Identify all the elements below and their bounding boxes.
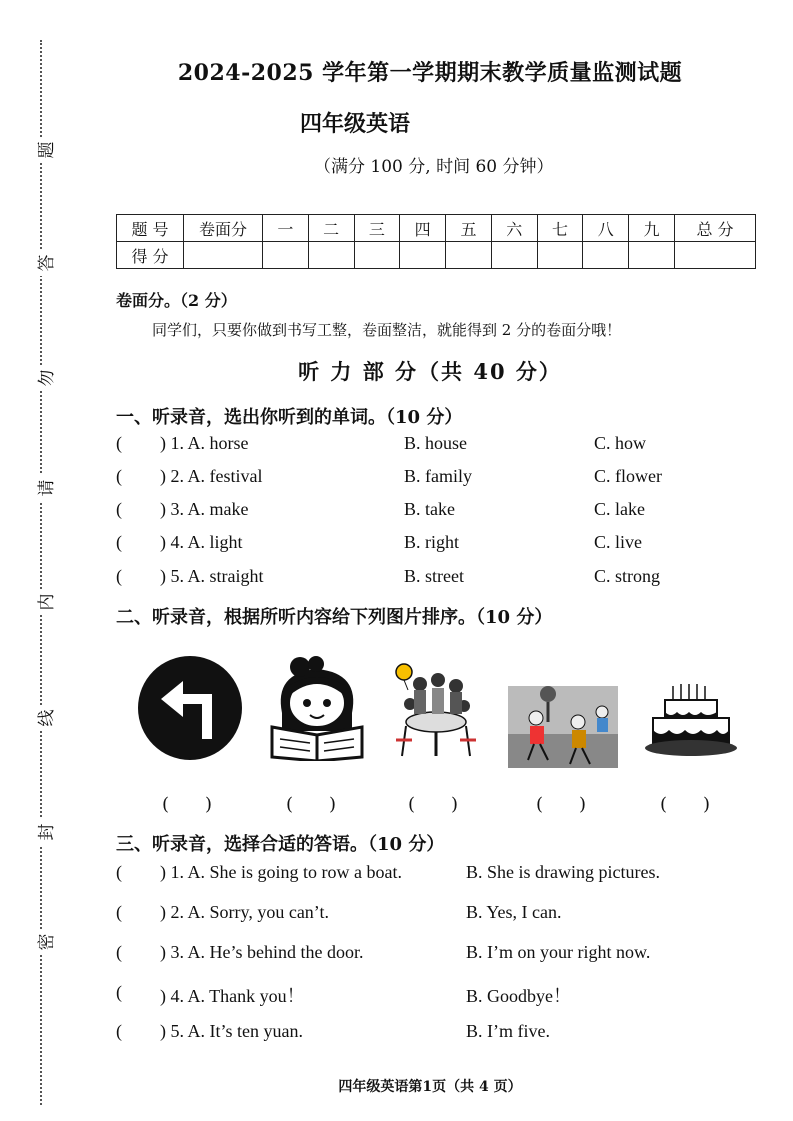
exam-note: （满分 100 分, 时间 60 分钟） [314, 157, 554, 177]
option-b: B. Yes, I can. [466, 902, 562, 922]
score-cell[interactable] [583, 242, 629, 269]
option-c: C. strong [594, 566, 661, 586]
option-a: ) 1. A. She is going to row a boat. [160, 862, 402, 882]
score-header-cell: 七 [537, 215, 583, 242]
score-cell[interactable] [400, 242, 446, 269]
score-row-label: 得 分 [117, 242, 184, 269]
score-cell[interactable] [354, 242, 400, 269]
option-a: ) 5. A. straight [160, 566, 264, 586]
order-answer-slot[interactable]: ( ) [286, 794, 337, 815]
neatness-tip: 同学们，只要你做到书写工整，卷面整洁，就能得到 2 分的卷面分哦！ [152, 321, 622, 339]
binding-char: 题 [37, 137, 57, 163]
order-answer-slot[interactable]: ( ) [660, 794, 711, 815]
score-cell[interactable] [184, 242, 263, 269]
family-dinner-icon [390, 660, 478, 764]
option-b: B. take [404, 499, 455, 519]
exam-title: 2024-2025 学年第一学期期末教学质量监测试题 [177, 60, 683, 86]
option-c: C. how [594, 433, 647, 453]
score-table-score-row [117, 242, 756, 269]
score-cell[interactable] [491, 242, 537, 269]
option-b: B. I’m on your right now. [466, 942, 651, 962]
option-b: B. Goodbye！ [466, 986, 571, 1006]
section1-question [116, 433, 776, 463]
option-a: ) 1. A. horse [160, 433, 249, 453]
score-header-cell: 九 [629, 215, 675, 242]
score-header-cell: 二 [308, 215, 354, 242]
option-b: B. She is drawing pictures. [466, 862, 660, 882]
section1-question [116, 532, 776, 562]
order-answer-slot[interactable]: ( ) [536, 794, 587, 815]
order-answer-slot[interactable]: ( ) [408, 794, 459, 815]
score-header-cell: 卷面分 [184, 215, 263, 242]
score-table [116, 214, 756, 269]
option-a: ) 4. A. Thank you！ [160, 986, 305, 1006]
order-answer-slot[interactable]: ( ) [162, 794, 213, 815]
section3-question [116, 982, 776, 1012]
section1-question [116, 566, 776, 596]
answer-bracket[interactable]: ( [116, 466, 122, 486]
answer-bracket[interactable]: ( [116, 566, 122, 586]
score-header-cell: 总 分 [675, 215, 756, 242]
option-a: ) 3. A. He’s behind the door. [160, 942, 364, 962]
birthday-cake-icon [645, 682, 737, 762]
score-header-cell: 四 [400, 215, 446, 242]
score-cell[interactable] [629, 242, 675, 269]
girl-reading-icon [268, 655, 366, 765]
listening-header: 听 力 部 分（共 40 分） [298, 359, 562, 384]
option-c: C. lake [594, 499, 645, 519]
score-header-cell: 六 [491, 215, 537, 242]
option-b: B. house [404, 433, 467, 453]
option-a: ) 2. A. Sorry, you can’t. [160, 902, 329, 922]
answer-bracket[interactable]: ( [116, 499, 122, 519]
score-header-cell: 一 [263, 215, 309, 242]
option-a: ) 4. A. light [160, 532, 243, 552]
option-b: B. right [404, 532, 460, 552]
neatness-label: 卷面分。（2 分） [116, 291, 237, 310]
binding-char: 封 [37, 819, 57, 845]
section3-question [116, 1021, 776, 1051]
score-header-cell: 题 号 [117, 215, 184, 242]
binding-char: 勿 [37, 365, 57, 391]
option-c: C. live [594, 532, 642, 552]
section1-question [116, 466, 776, 496]
answer-bracket[interactable]: ( [116, 862, 122, 882]
score-cell[interactable] [675, 242, 756, 269]
answer-bracket[interactable]: ( [116, 982, 122, 1002]
score-header-cell: 八 [583, 215, 629, 242]
section3-question [116, 902, 776, 932]
subject-title: 四年级英语 [300, 111, 411, 137]
turn-left-sign-icon [137, 655, 243, 765]
section1-heading: 一、听录音，选出你听到的单词。（10 分） [116, 407, 463, 428]
option-b: B. street [404, 566, 464, 586]
score-header-cell: 五 [446, 215, 492, 242]
score-header-cell: 三 [354, 215, 400, 242]
binding-char: 密 [37, 929, 57, 955]
binding-char: 请 [37, 475, 57, 501]
answer-bracket[interactable]: ( [116, 532, 122, 552]
score-cell[interactable] [537, 242, 583, 269]
section3-question [116, 862, 776, 892]
option-b: B. I’m five. [466, 1021, 550, 1041]
section2-heading: 二、听录音，根据所听内容给下列图片排序。（10 分） [116, 607, 553, 628]
binding-char: 线 [37, 705, 57, 731]
option-a: ) 3. A. make [160, 499, 249, 519]
option-c: C. flower [594, 466, 662, 486]
score-cell[interactable] [263, 242, 309, 269]
score-cell[interactable] [446, 242, 492, 269]
section3-question [116, 942, 776, 972]
section3-heading: 三、听录音，选择合适的答语。（10 分） [116, 834, 445, 855]
answer-bracket[interactable]: ( [116, 942, 122, 962]
option-b: B. family [404, 466, 472, 486]
binding-char: 内 [37, 589, 57, 615]
option-a: ) 5. A. It’s ten yuan. [160, 1021, 303, 1041]
answer-bracket[interactable]: ( [116, 1021, 122, 1041]
score-cell[interactable] [308, 242, 354, 269]
binding-char: 答 [37, 250, 57, 276]
score-table-header-row [117, 215, 756, 242]
answer-bracket[interactable]: ( [116, 902, 122, 922]
page-footer: 四年级英语第1页（共 4 页） [338, 1079, 522, 1095]
answer-bracket[interactable]: ( [116, 433, 122, 453]
section1-question [116, 499, 776, 529]
option-a: ) 2. A. festival [160, 466, 263, 486]
kids-playing-icon [508, 686, 618, 772]
